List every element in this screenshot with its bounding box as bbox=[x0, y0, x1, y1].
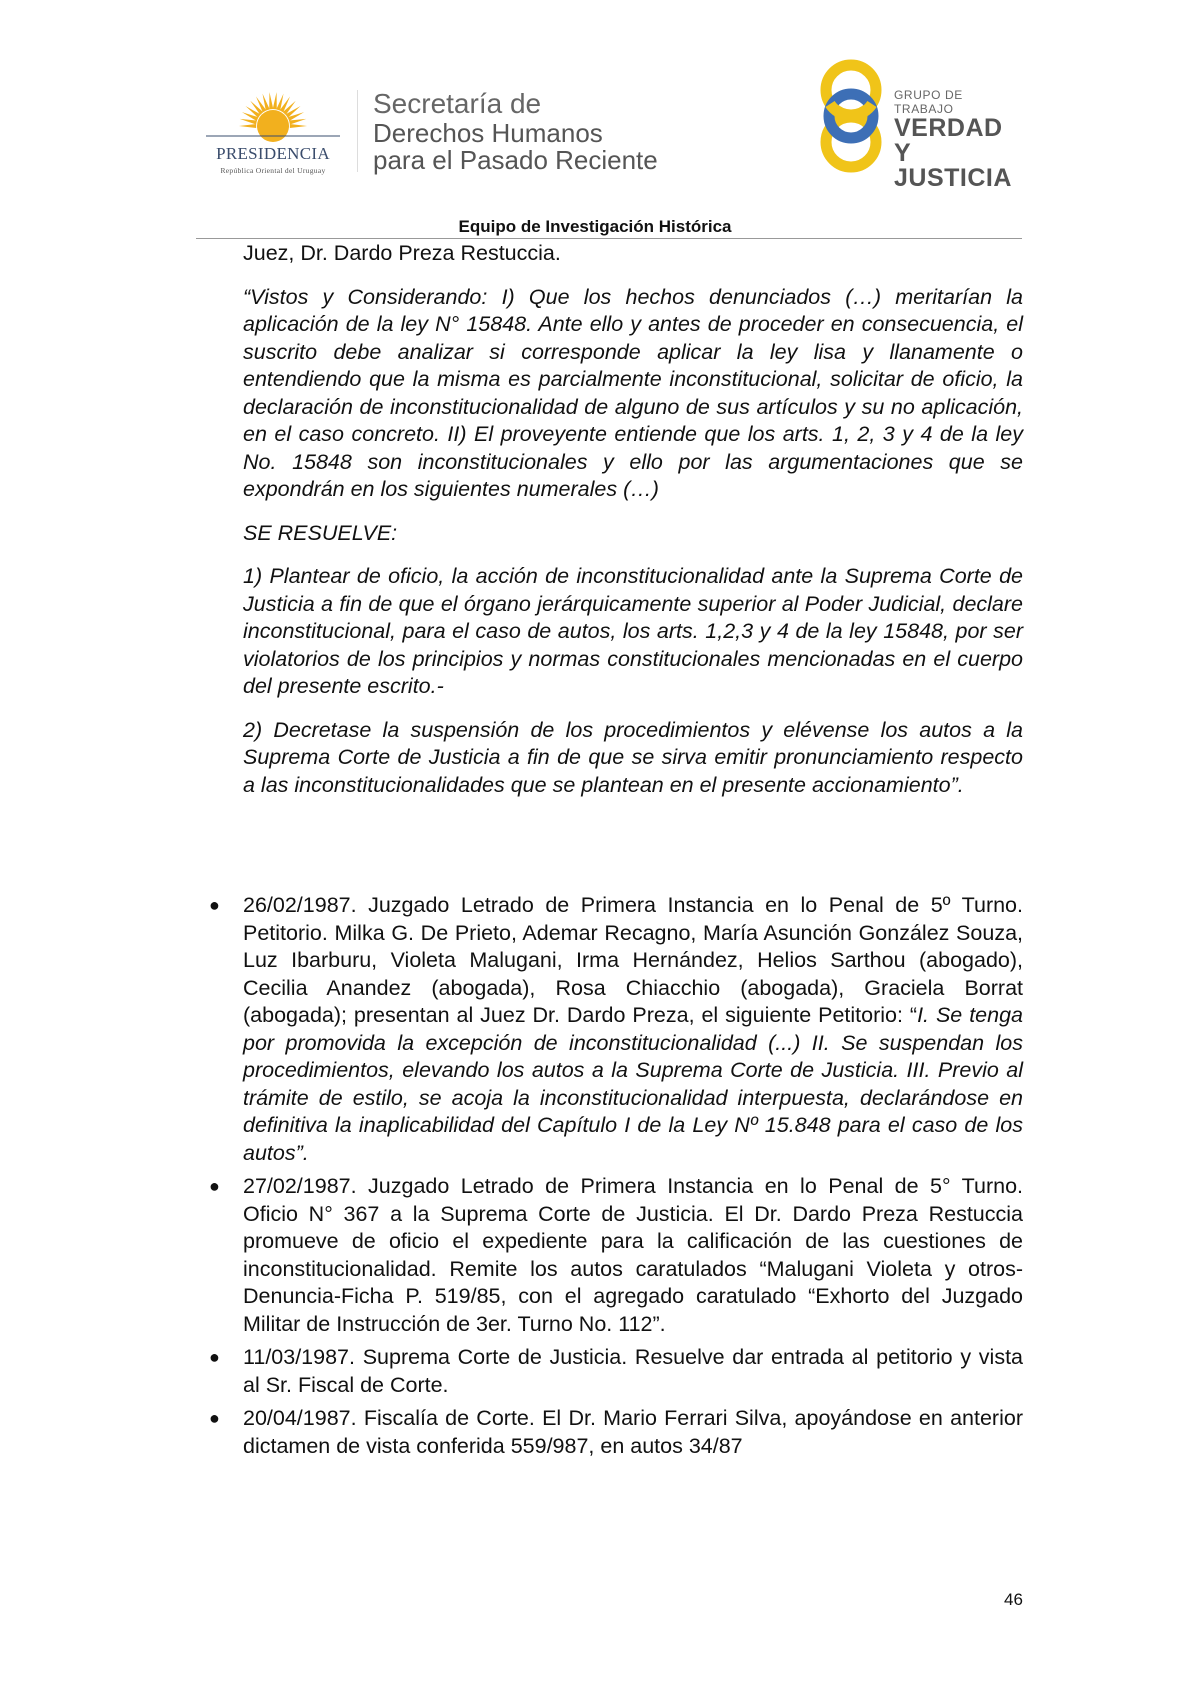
bullet-icon: ● bbox=[209, 895, 220, 915]
sun-ray bbox=[240, 119, 257, 125]
item-text: 26/02/1987. Juzgado Letrado de Primera Instancia en lo Penal de 5º Turno. Petitorio. Milka G. De Prieto, Ademar Recagno, María Asunción González Souza, Luz Ibarburu, Violeta Malugani, Irma Hernández, Helios Sarthou (abogado), Cecilia Anandez (abogada), Rosa Chiacchio (abogada), Graciela Borrat (abogada); presentan al Juez Dr. Dardo Preza, el siguiente Petitorio: “ bbox=[243, 893, 1023, 1027]
presidencia-logo bbox=[196, 78, 350, 183]
bullet-icon: ● bbox=[209, 1347, 220, 1367]
verdad-justicia-logo bbox=[818, 54, 1018, 192]
item-quote: I. Se tenga por promovida la excepción de inconstitucionalidad (...) II. Se suspendan los procedimientos, elevando los autos a la Suprema Corte de Justicia. III. Previo al trámite de estilo, se acoja la inconstitucionalidad interpuesta, declarándose en definitiva la inaplicabilidad del Capítulo I de la Ley Nº 15.848 para el caso de los autos”. bbox=[243, 1003, 1023, 1165]
sun-ray bbox=[273, 92, 277, 109]
sun-ray bbox=[290, 124, 307, 128]
secretaria-line-3: para el Pasado Reciente bbox=[373, 145, 658, 175]
header-rule bbox=[196, 238, 1022, 239]
grupo-line-2: VERDAD Y bbox=[894, 114, 1003, 167]
sun-ray bbox=[239, 124, 256, 128]
sun-ray bbox=[289, 119, 306, 125]
item-text: 27/02/1987. Juzgado Letrado de Primera Instancia en lo Penal de 5° Turno. Oficio N° 367 a la Suprema Corte de Justicia. El Dr. Dardo Preza Restuccia promueve de oficio el expediente para la calificación de las cuestiones de inconstitucionalidad. Remite los autos caratulados “Malugani Violeta y otros-Denuncia-Ficha P. 519/85, con el agregado caratulado “Exhorto del Juzgado Militar de Instrucción de 3er. Turno No. 112”. bbox=[243, 1174, 1023, 1336]
page-header bbox=[0, 0, 1190, 200]
list-item bbox=[209, 1173, 1023, 1338]
chronology-list bbox=[209, 892, 1023, 1466]
considerando-paragraph: “Vistos y Considerando: I) Que los hechos denunciados (…) meritarían la aplicación de la ley N° 15848. Ante ello y antes de proceder en consecuencia, el suscrito debe analizar si corresponde aplicar la ley lisa y llanamente o entendiendo que la misma es parcialmente inconstitucional, solicitar de oficio, la declaración de inconstitucionalidad de alguno de sus artículos y su no aplicación, en el caso concreto. II) El proveyente entiende que los arts. 1, 2, 3 y 4 de la ley No. 15848 son inconstitucionales y ello por las argumentaciones que se expondrán en los siguientes numerales (…) bbox=[243, 284, 1023, 501]
quoted-resolution bbox=[243, 240, 1023, 799]
resuelve-heading: SE RESUELVE: bbox=[243, 520, 398, 545]
grupo-line-1: GRUPO DE TRABAJO bbox=[894, 88, 963, 116]
resolution-point-1: 1) Plantear de oficio, la acción de inconstitucionalidad ante la Suprema Corte de Justicia a fin de que el órgano jerárquicamente superior al Poder Judicial, declare inconstitucional, para el caso de autos, los arts. 1,2,3 y 4 de la ley 15848, por ser violatorios de los principios y normas constitucionales mencionadas en el cuerpo del presente escrito.- bbox=[243, 564, 1023, 698]
secretaria-line-1: Secretaría de bbox=[373, 88, 542, 119]
grupo-line-3: JUSTICIA bbox=[894, 164, 1012, 192]
sun-icon bbox=[196, 78, 350, 148]
header-divider bbox=[357, 90, 358, 172]
team-title: Equipo de Investigación Histórica bbox=[458, 217, 732, 236]
resolution-point-2: 2) Decretase la suspensión de los procedimientos y elévense los autos a la Suprema Corte de Justicia a fin de que se sirva emitir pronunciamiento respecto a las inconstitucionalidades que se plantean en el presente accionamiento”. bbox=[243, 717, 1023, 797]
judge-line: Juez, Dr. Dardo Preza Restuccia. bbox=[243, 241, 561, 265]
list-item bbox=[209, 1405, 1023, 1460]
bullet-icon: ● bbox=[209, 1408, 220, 1428]
list-item bbox=[209, 1344, 1023, 1399]
presidencia-subtitle: República Oriental del Uruguay bbox=[220, 166, 326, 175]
item-text: 11/03/1987. Suprema Corte de Justicia. Resuelve dar entrada al petitorio y vista al Sr. Fiscal de Corte. bbox=[243, 1345, 1023, 1397]
presidencia-name: PRESIDENCIA bbox=[216, 144, 330, 163]
secretaria-line-2: Derechos Humanos bbox=[373, 118, 603, 148]
grupo-text bbox=[894, 88, 1018, 191]
bullet-icon: ● bbox=[209, 1176, 220, 1196]
sun-ray bbox=[269, 92, 273, 109]
list-item bbox=[209, 892, 1023, 1167]
page-number: 46 bbox=[1004, 1590, 1023, 1609]
rings-icon bbox=[818, 54, 888, 180]
item-text: 20/04/1987. Fiscalía de Corte. El Dr. Mario Ferrari Silva, apoyándose en anterior dictamen de vista conferida 559/987, en autos 34/87 bbox=[243, 1406, 1023, 1458]
secretaria-title bbox=[373, 88, 658, 174]
